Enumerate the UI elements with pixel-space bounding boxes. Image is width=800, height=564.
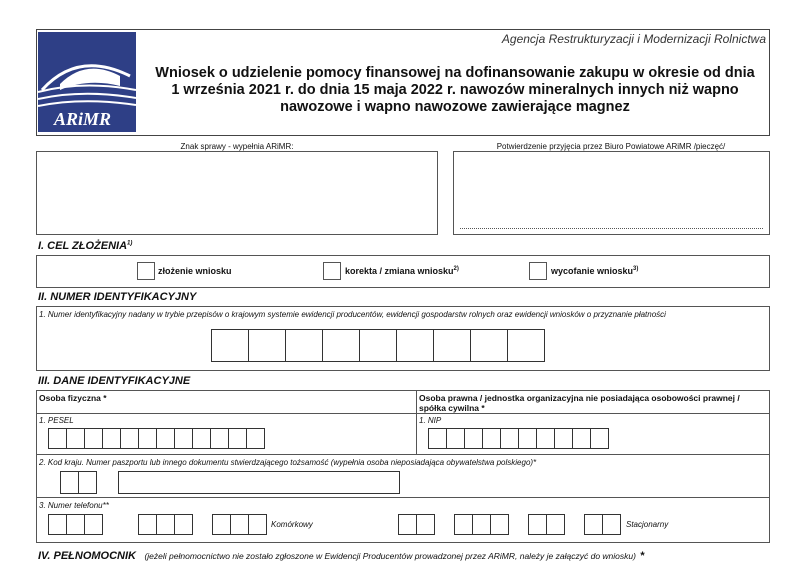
nip-digit[interactable] — [428, 428, 447, 449]
country-code-cells[interactable] — [60, 471, 100, 494]
phone-mobile-cells[interactable] — [48, 514, 270, 535]
country-code-char[interactable] — [78, 471, 97, 494]
id-digit[interactable] — [396, 329, 434, 362]
nip-digit[interactable] — [536, 428, 555, 449]
phone-digit[interactable] — [472, 514, 491, 535]
case-number-label: Znak sprawy - wypełnia ARiMR: — [180, 142, 294, 151]
phone-digit[interactable] — [416, 514, 435, 535]
phone-digit[interactable] — [212, 514, 231, 535]
mobile-label: Komórkowy — [271, 520, 313, 529]
nip-label: 1. NIP — [419, 416, 442, 425]
option-correction-label — [345, 266, 459, 276]
id-digit[interactable] — [211, 329, 249, 362]
phone-digit[interactable] — [230, 514, 249, 535]
title-line-2: 1 września 2021 r. do dnia 15 maja 2022 r. nawozów mineralnych innych niż wapno — [171, 82, 739, 98]
phone-digit[interactable] — [48, 514, 67, 535]
pesel-digit[interactable] — [174, 428, 193, 449]
confirmation-label: Potwierdzenie przyjęcia przez Biuro Powiatowe ARiMR /pieczęć/ — [496, 142, 726, 151]
arimr-logo — [38, 32, 136, 132]
nip-digit[interactable] — [572, 428, 591, 449]
nip-digit[interactable] — [518, 428, 537, 449]
pesel-digit[interactable] — [138, 428, 157, 449]
section-4-title-text: IV. PEŁNOMOCNIK — [38, 550, 136, 562]
phone-digit[interactable] — [546, 514, 565, 535]
pesel-digit[interactable] — [210, 428, 229, 449]
checkbox-correction[interactable] — [323, 262, 341, 280]
phone-digit[interactable] — [602, 514, 621, 535]
divider-2 — [36, 454, 770, 455]
phone-digit[interactable] — [66, 514, 85, 535]
id-digit[interactable] — [322, 329, 360, 362]
pesel-label: 1. PESEL — [39, 416, 74, 425]
id-number-label: 1. Numer identyfikacyjny nadany w trybie przepisów o krajowym systemie ewidencji producentów, ewidencji gospodarstw rolnych oraz ewidencji wniosków o przyznanie płatności — [39, 310, 666, 319]
section-4-title — [38, 546, 645, 564]
section-2-title: II. NUMER IDENTYFIKACYJNY — [38, 291, 197, 303]
nip-digit[interactable] — [482, 428, 501, 449]
landline-label: Stacjonarny — [626, 520, 669, 529]
option-withdrawal-text: wycofanie wniosku — [551, 266, 634, 276]
id-digit[interactable] — [285, 329, 323, 362]
country-code-char[interactable] — [60, 471, 79, 494]
id-digit[interactable] — [359, 329, 397, 362]
section-1-title — [38, 240, 132, 252]
phone-landline-cells[interactable] — [398, 514, 622, 535]
pesel-digit[interactable] — [192, 428, 211, 449]
pesel-digit[interactable] — [156, 428, 175, 449]
phone-label: 3. Numer telefonu** — [39, 501, 109, 510]
country-passport-label: 2. Kod kraju. Numer paszportu lub innego dokumentu stwierdzającego tożsamość (wypełnia osoba nieposiadająca obywatelstwa polskiego)* — [39, 458, 537, 467]
phone-digit[interactable] — [248, 514, 267, 535]
pesel-digit[interactable] — [246, 428, 265, 449]
phone-digit[interactable] — [156, 514, 175, 535]
phone-digit[interactable] — [84, 514, 103, 535]
checkbox-submission[interactable] — [137, 262, 155, 280]
nip-digit[interactable] — [554, 428, 573, 449]
confirmation-stamp-field[interactable] — [453, 151, 770, 235]
nip-digit[interactable] — [464, 428, 483, 449]
natural-person-label: Osoba fizyczna * — [39, 393, 107, 403]
phone-digit[interactable] — [528, 514, 547, 535]
section-1-footnote: 1) — [127, 240, 133, 247]
case-number-field[interactable] — [36, 151, 438, 235]
pesel-digit[interactable] — [48, 428, 67, 449]
id-digit[interactable] — [433, 329, 471, 362]
pesel-cells[interactable] — [48, 428, 270, 449]
id-digit[interactable] — [470, 329, 508, 362]
section-1-title-text: I. CEL ZŁOŻENIA — [38, 240, 128, 252]
section-3-title: III. DANE IDENTYFIKACYJNE — [38, 375, 191, 387]
title-line-1: Wniosek o udzielenie pomocy finansowej na dofinansowanie zakupu w okresie od dnia — [155, 65, 755, 81]
pesel-digit[interactable] — [84, 428, 103, 449]
option-submission-label: złożenie wniosku — [158, 266, 232, 276]
section-4-star: * — [640, 550, 645, 562]
phone-digit[interactable] — [584, 514, 603, 535]
id-number-cells[interactable] — [211, 329, 551, 362]
phone-digit[interactable] — [490, 514, 509, 535]
option-withdrawal-label — [551, 266, 638, 276]
phone-digit[interactable] — [398, 514, 417, 535]
phone-digit[interactable] — [174, 514, 193, 535]
nip-cells[interactable] — [428, 428, 624, 449]
checkbox-withdrawal[interactable] — [529, 262, 547, 280]
section-4-note: (jeżeli pełnomocnictwo nie zostało zgłoszone w Ewidencji Producentów prowadzonej przez ARiMR, należy je załączyć do wniosku) — [144, 551, 636, 561]
pesel-digit[interactable] — [102, 428, 121, 449]
nip-digit[interactable] — [500, 428, 519, 449]
divider-1 — [36, 413, 770, 414]
option-withdrawal-footnote: 3) — [633, 266, 639, 272]
logo-text: ARiMR — [54, 109, 112, 129]
form-title — [145, 65, 765, 116]
agency-name: Agencja Restrukturyzacji i Modernizacji Rolnictwa — [501, 32, 766, 46]
title-line-3: nawozowe i wapno nawozowe zawierające magnez — [280, 99, 630, 115]
option-correction-text: korekta / zmiana wniosku — [345, 266, 454, 276]
pesel-digit[interactable] — [120, 428, 139, 449]
pesel-digit[interactable] — [228, 428, 247, 449]
id-digit[interactable] — [507, 329, 545, 362]
option-correction-footnote: 2) — [453, 266, 459, 272]
passport-number-field[interactable] — [118, 471, 400, 494]
nip-digit[interactable] — [446, 428, 465, 449]
id-digit[interactable] — [248, 329, 286, 362]
phone-digit[interactable] — [138, 514, 157, 535]
nip-digit[interactable] — [590, 428, 609, 449]
divider-vertical — [416, 390, 417, 454]
phone-digit[interactable] — [454, 514, 473, 535]
legal-person-label: Osoba prawna / jednostka organizacyjna nie posiadająca osobowości prawnej / spółka cywilna * — [419, 393, 740, 413]
pesel-digit[interactable] — [66, 428, 85, 449]
divider-3 — [36, 497, 770, 498]
